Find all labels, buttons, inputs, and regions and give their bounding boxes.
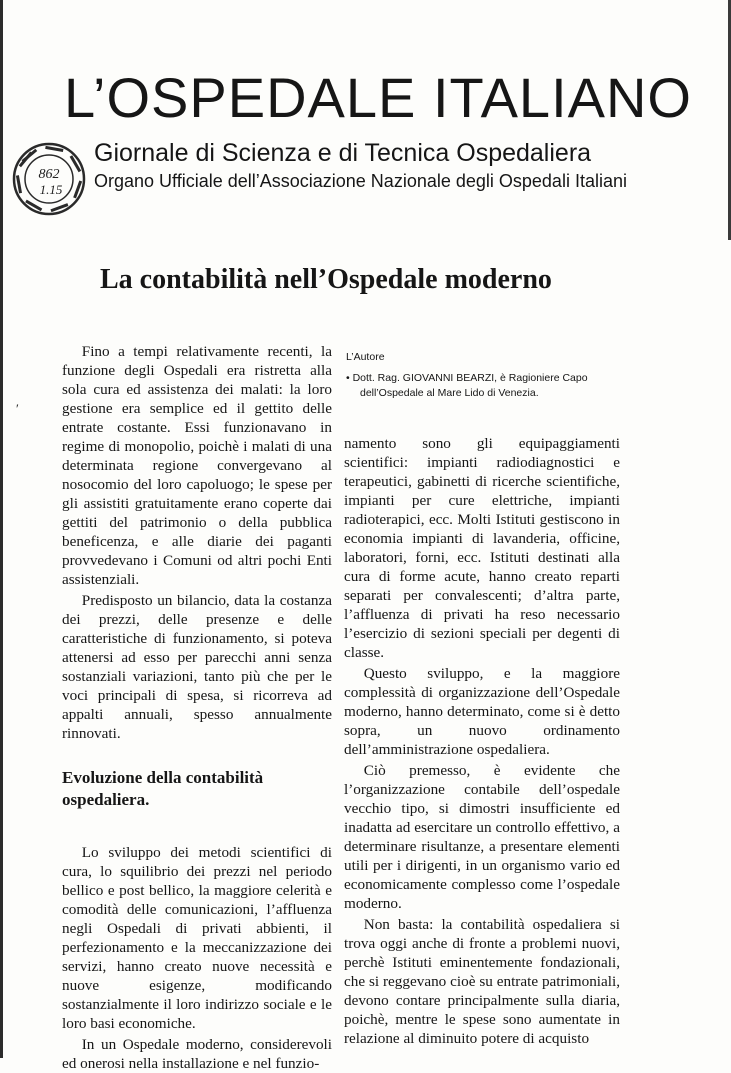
paragraph: Non basta: la contabilità ospedaliera si trova oggi anche di fronte a problemi nuovi, perchè Istituti eminentemente fondazionali, che si reggevano cioè su entrate patrimoniali, devono contare principalmente sulla diaria, poichè, mentre le spese sono aumentate in relazione al diminuito potere di acquisto <box>344 916 620 1047</box>
paragraph: Ciò premesso, è evidente che l’organizzazione contabile dell’ospedale vecchio tipo, si dimostri insufficiente ed inadatta ad esercitare un controllo effettivo, a determinare risultanze, a presentare elementi utili per i dirigenti, in un organismo vario ed economicamente complesso come l’ospedale moderno. <box>344 762 620 912</box>
paragraph: Lo sviluppo dei metodi scientifici di cura, lo squilibrio dei prezzi nel periodo bellico e post bellico, la maggiore celerità e comodità delle comunicazioni, l’affluenza negli Ospedali di privati abbienti, il perfezionamento e la meccanizzazione dei servizi, hanno creato nuove necessità e nuove esigenze, modificando sostanzialmente il loro indirizzo sociale e le loro basi economiche. <box>62 844 332 1032</box>
stamp-shelfmark-2: 1.15 <box>39 182 63 197</box>
paragraph: namento sono gli equipaggiamenti scientifici: impianti radiodiagnostici e terapeutici, gabinetti di ricerche scientifiche, impianti per cure elettriche, impianti radioterapici, ecc. Molti Istituti gestiscono in economia impianti di lavanderia, officine, laboratori, forni, ecc. Istituti destinati alla cura di forme acute, hanno creato reparti separati per convalescenti; d’altra parte, l’affluenza di privati ha reso necessario l’esercizio di sezioni speciali per degenti di classe. <box>344 435 620 661</box>
margin-mark: ʹ <box>16 401 19 416</box>
paragraph: In un Ospedale moderno, considerevoli ed onerosi nella installazione e nel funzio- <box>62 1036 332 1072</box>
author-note <box>346 350 622 401</box>
masthead-subtitle: Giornale di Scienza e di Tecnica Ospedaliera <box>94 139 592 167</box>
paragraph: Predisposto un bilancio, data la costanza dei prezzi, delle presenze e delle caratteristiche di funzionamento, si poteva attenersi ad esso per parecchi anni senza sostanziali variazioni, tanto più che per le voci principali di spesa, si ricorreva ad appalti annuali, spesso annualmente rinnovati. <box>62 592 332 742</box>
article-column-right <box>344 434 620 1048</box>
paragraph: Fino a tempi relativamente recenti, la funzione degli Ospedali era ristretta alla sola cura ed assistenza dei malati: la loro gestione era semplice ed il gettito delle entrate costante. Essi funzionavano in regime di monopolio, poichè i malati di una determinata regione convergevano al nosocomio del loro capoluogo; le spese per gli assistiti gratuitamente erano coperte dai gettiti del patrimonio o della pubblica beneficenza, e alle diarie dei paganti provvedevano i Comuni od altri pochi Enti assistenziali. <box>62 343 332 588</box>
paragraph: Questo sviluppo, e la maggiore complessità di organizzazione dell’Ospedale moderno, hanno determinato, come si è detto sopra, un nuovo ordinamento dell’amministrazione ospedaliera. <box>344 665 620 758</box>
article-column-left <box>62 342 332 1073</box>
masthead-organ-line: Organo Ufficiale dell’Associazione Nazionale degli Ospedali Italiani <box>94 171 627 191</box>
section-heading: Evoluzione della contabilità ospedaliera. <box>62 768 264 809</box>
author-bio: • Dott. Rag. GIOVANNI BEARZI, è Ragioniere Capo dell’Ospedale al Mare Lido di Venezia. <box>346 372 588 399</box>
stamp-shelfmark-1: 862 <box>38 167 60 182</box>
library-stamp-icon <box>10 140 88 218</box>
author-label: L’Autore <box>346 351 385 363</box>
page-right-edge <box>721 0 731 240</box>
masthead-title: L’OSPEDALE ITALIANO <box>64 66 692 129</box>
article-title: La contabilità nell’Ospedale moderno <box>100 264 552 295</box>
